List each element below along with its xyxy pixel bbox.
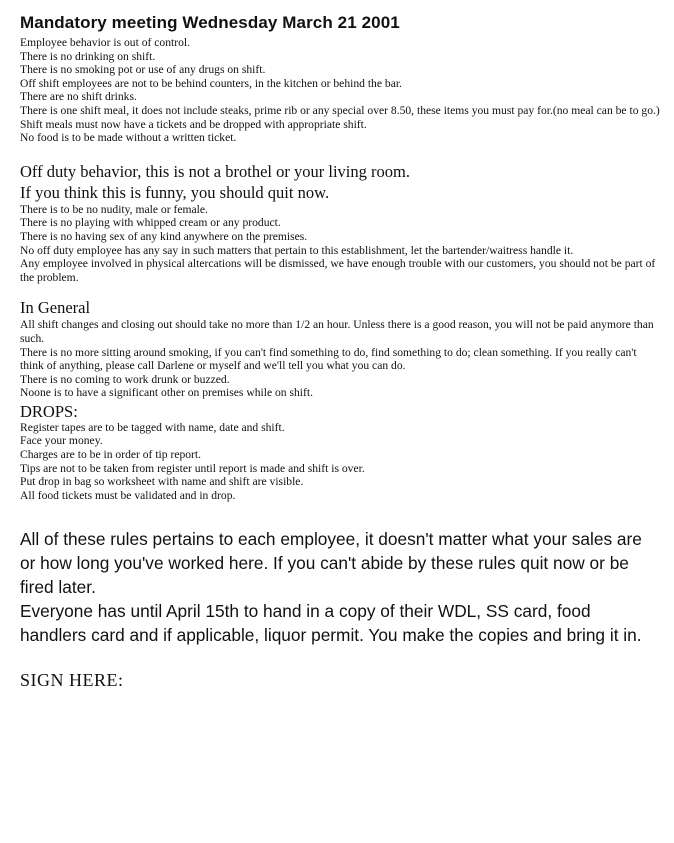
drops-list	[20, 421, 660, 503]
drop-line: Face your money.	[20, 434, 103, 448]
memo-title: Mandatory meeting Wednesday March 21 2001	[20, 13, 400, 32]
rule-line: There is one shift meal, it does not include steaks, prime rib or any special over 8.50, these items you must pay for.(no meal can be to go.)	[20, 103, 660, 117]
drops-heading: DROPS:	[20, 401, 78, 421]
memo-page	[20, 12, 660, 691]
general-heading: In General	[20, 298, 91, 318]
drop-line: Register tapes are to be tagged with name, date and shift.	[20, 420, 285, 434]
rule-line: Off shift employees are not to be behind counters, in the kitchen or behind the bar.	[20, 76, 402, 90]
rules-section-off-duty	[20, 161, 660, 285]
rule-line: Employee behavior is out of control.	[20, 36, 191, 49]
rule-line: Noone is to have a significant other on premises while on shift.	[20, 386, 314, 400]
sign-here-label: SIGN HERE:	[20, 670, 124, 691]
rule-line: No off duty employee has any say in such matters that pertain to this establishment, let the bartender/waitress handle it.	[20, 243, 574, 257]
rules-section-conduct	[20, 36, 660, 145]
drop-line: Charges are to be in order of tip report.	[20, 448, 202, 462]
rule-line: Shift meals must now have a tickets and be dropped with appropriate shift.	[20, 117, 367, 131]
closing-statement	[20, 528, 650, 647]
rule-line: There is no coming to work drunk or buzzed.	[20, 372, 230, 386]
rule-line: There are no shift drinks.	[20, 90, 137, 104]
rule-line: There is no playing with whipped cream or any product.	[20, 216, 281, 230]
rule-line: There is no drinking on shift.	[20, 49, 156, 63]
rule-line: There is to be no nudity, male or female.	[20, 202, 208, 216]
drop-line: Put drop in bag so worksheet with name and shift are visible.	[20, 475, 304, 489]
rule-line: All shift changes and closing out should take no more than 1/2 an hour. Unless there is a good reason, you will not be paid anymore than such.	[20, 318, 654, 345]
rules-section-general	[20, 297, 660, 502]
rule-line: There is no more sitting around smoking, if you can't find something to do, find something to do; clean something. If you really can't think of anything, please call Darlene or myself and we'll tell you what you can do.	[20, 345, 637, 373]
rule-line: There is no having sex of any kind anywhere on the premises.	[20, 229, 308, 243]
closing-paragraph-documents: Everyone has until April 15th to hand in a copy of their WDL, SS card, food handlers card and if applicable, liquor permit. You make the copies and bring it in.	[20, 600, 642, 645]
rule-line: There is no smoking pot or use of any drugs on shift.	[20, 63, 266, 77]
closing-paragraph-rules: All of these rules pertains to each employee, it doesn't matter what your sales are or how long you've worked here. If you can't abide by these rules quit now or be fired later.	[20, 529, 642, 598]
rule-line: Any employee involved in physical altercations will be dismissed, we have enough trouble with our customers, you should not be part of the problem.	[20, 257, 656, 284]
off-duty-heading: Off duty behavior, this is not a brothel or your living room.	[20, 161, 410, 181]
drop-line: Tips are not to be taken from register until report is made and shift is over.	[20, 461, 365, 475]
off-duty-subheading: If you think this is funny, you should quit now.	[20, 182, 330, 202]
rule-line: No food is to be made without a written ticket.	[20, 131, 237, 145]
drop-line: All food tickets must be validated and in drop.	[20, 488, 236, 502]
